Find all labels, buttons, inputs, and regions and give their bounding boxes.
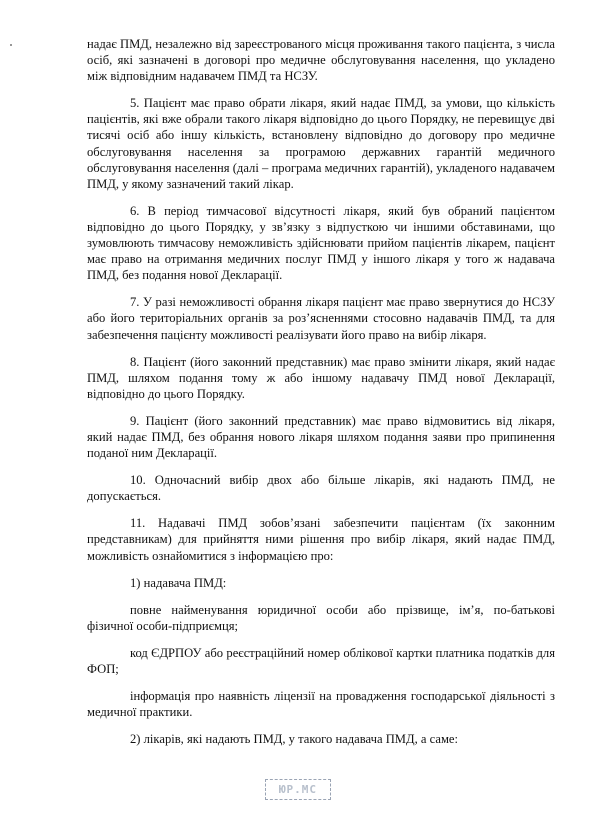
subitem-license-info: інформація про наявність ліцензії на провадження господарської діяльності з медичної практики.	[87, 689, 555, 720]
paragraph-6: 6. В період тимчасової відсутності лікаря, який був обраний пацієнтом відповідно до цього Порядку, у зв’язку з відпусткою чи іншими обставинами, що зумовлюють тимчасову неможливість здійснювати прийом пацієнтів лікарем, пацієнт має право на отримання медичних послуг ПМД у іншого лікаря у того ж надавача ПМД, без подання нової Декларації.	[87, 203, 555, 283]
paragraph-continuation: надає ПМД, незалежно від зареєстрованого місця проживання такого пацієнта, з числа осіб, які зазначені в договорі про медичне обслуговування населення, що укладено між відповідним надавачем ПМД та НСЗУ.	[87, 37, 555, 84]
paragraph-11: 11. Надавачі ПМД зобов’язані забезпечити пацієнтам (їх законним представникам) для прийняття ними рішення про вибір лікаря, який надає ПМД, можливість ознайомитися з інформацією про:	[87, 516, 555, 563]
paragraph-7: 7. У разі неможливості обрання лікаря пацієнт має право звернутися до НСЗУ або його територіальних органів за роз’ясненнями стосовно надавачів ПМД, та для забезпечення пацієнту можливості реалізувати його право на вибір лікаря.	[87, 295, 555, 342]
scan-speck	[10, 44, 12, 46]
subitem-2-heading: 2) лікарів, які надають ПМД, у такого надавача ПМД, а саме:	[130, 732, 459, 747]
department-stamp	[265, 779, 331, 800]
paragraph-5: 5. Пацієнт має право обрати лікаря, який надає ПМД, за умови, що кількість пацієнтів, які вже обрали такого лікаря відповідно до цього Порядку, не перевищує дві тисячі осіб або іншу кількість, встановлену відповідно до договору про медичне обслуговування населення за програмою державних гарантій медичного обслуговування населення (далі – програма медичних гарантій), укладеного надавачем ПМД, у якому зазначений такий лікар.	[87, 96, 555, 191]
paragraph-10: 10. Одночасний вибір двох або більше лікарів, які надають ПМД, не допускається.	[87, 473, 555, 504]
document-body	[87, 36, 555, 758]
subitem-edrpou-code: код ЄДРПОУ або реєстраційний номер облікової картки платника податків для ФОП;	[87, 645, 555, 676]
paragraph-8: 8. Пацієнт (його законний представник) має право змінити лікаря, який надає ПМД, шляхом подання тому ж або іншому надавачу ПМД нової Декларації, відповідно до цього Порядку.	[87, 354, 555, 401]
paragraph-9: 9. Пацієнт (його законний представник) має право відмовитись від лікаря, який надає ПМД, без обрання нового лікаря шляхом подання заяви про припинення поданої ним Декларації.	[87, 413, 555, 461]
subitem-full-name: повне найменування юридичної особи або прізвище, ім’я, по-батькові фізичної особи-підприємця;	[87, 602, 555, 633]
subitem-1-heading: 1) надавача ПМД:	[130, 575, 227, 590]
stamp-text: ЮР.МС	[278, 783, 318, 796]
